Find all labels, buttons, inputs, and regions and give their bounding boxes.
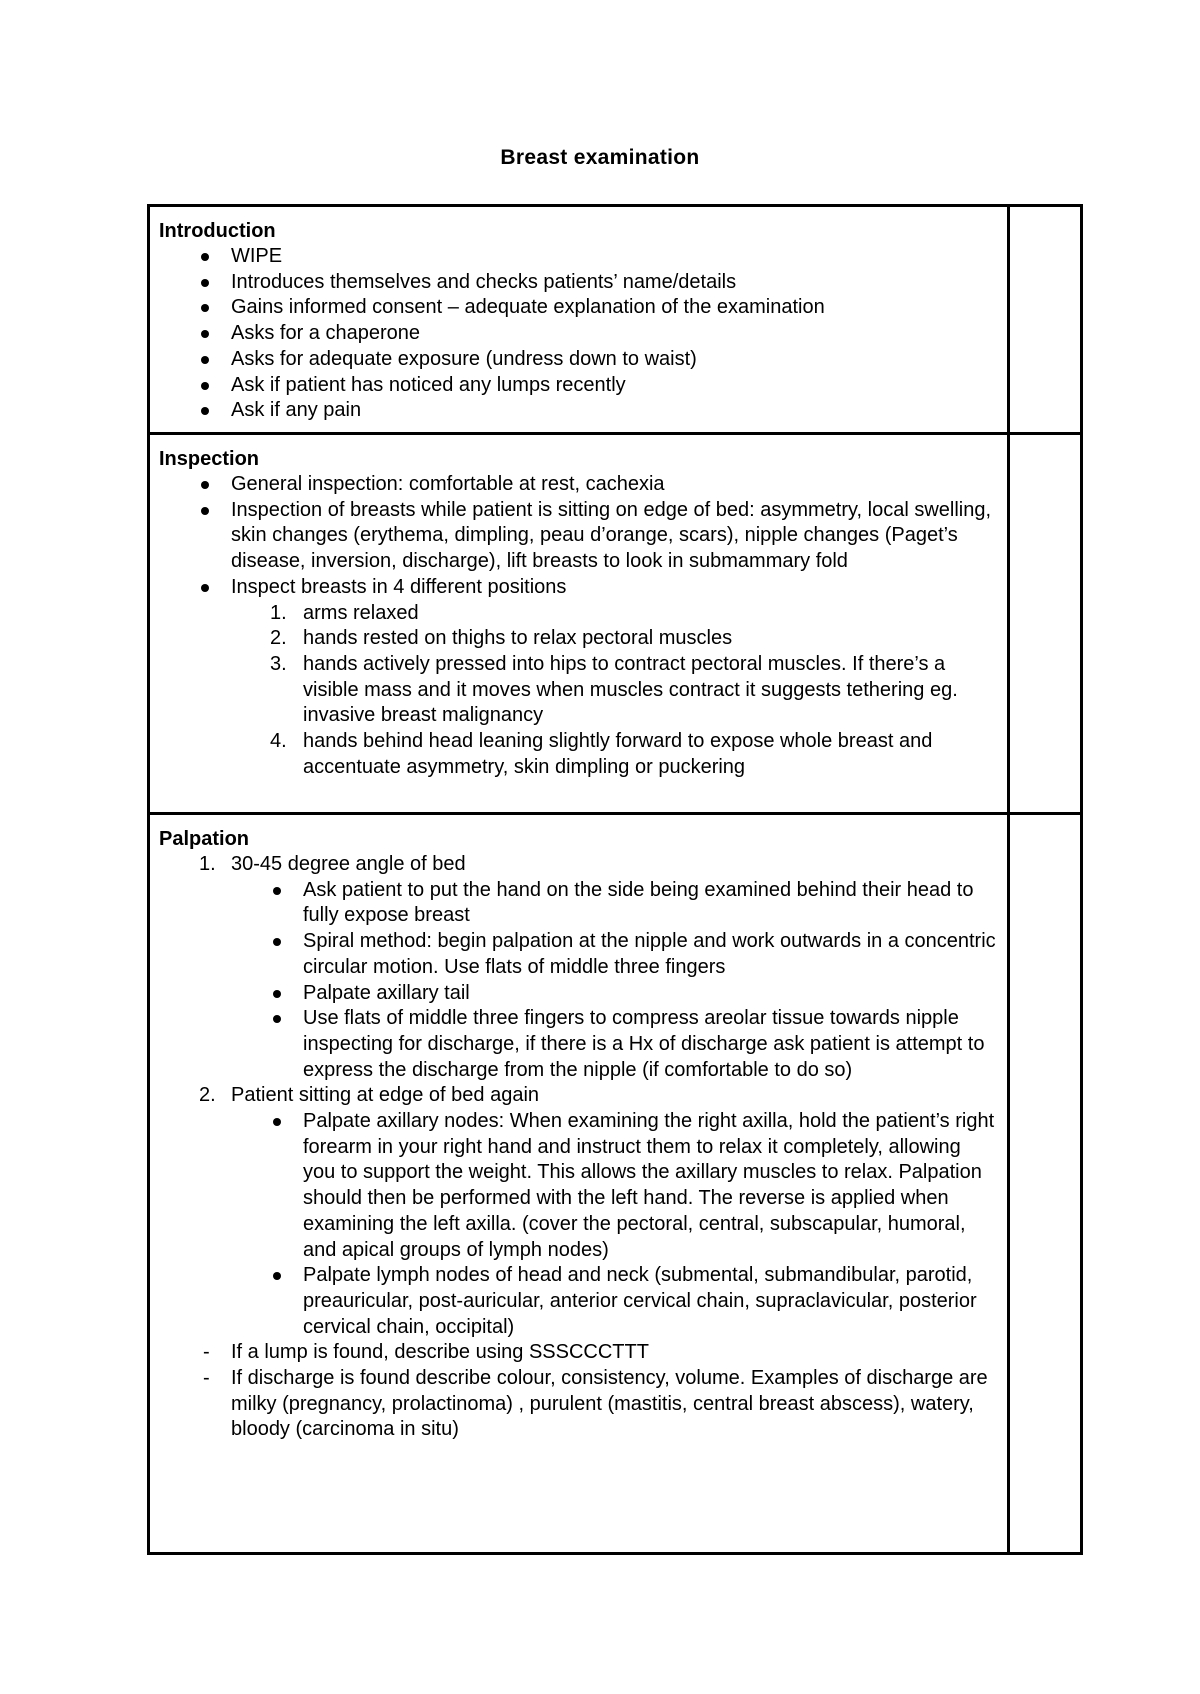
list-item: Ask patient to put the hand on the side being examined behind their head to fully expose breast [159,878,997,929]
inspection-list [159,472,997,601]
palpation-row [149,814,1082,1554]
introduction-cell [149,206,1009,434]
inspection-cell [149,434,1009,814]
palpation-steps-list [159,852,997,878]
list-number: 1. [270,601,287,624]
inspection-row [149,434,1082,814]
list-item-text: 30-45 degree angle of bed [231,853,466,875]
list-item: Asks for adequate exposure (undress down to waist) [159,347,997,373]
examination-checklist-table [147,204,1083,1555]
introduction-heading: Introduction [159,220,276,242]
list-number: 1. [199,853,216,875]
inspection-mark-cell[interactable] [1009,434,1082,814]
list-item: Palpate axillary nodes: When examining the right axilla, hold the patient’s right forearm in your right hand and instruct them to relax it completely, allowing you to support the weight. This allows the axillary muscles to relax. Palpation should then be performed with the left hand. The reverse is applied when examining the left axilla. (cover the pectoral, central, subscapular, humoral, and apical groups of lymph nodes) [159,1109,997,1263]
introduction-list [159,244,997,424]
list-item-text: hands rested on thighs to relax pectoral muscles [303,627,733,650]
list-item: Palpate axillary tail [159,981,997,1007]
page-title: Breast examination [500,146,700,169]
list-item: Inspect breasts in 4 different positions [159,575,997,601]
list-item-text: hands actively pressed into hips to contract pectoral muscles. If there’s a visible mass and it moves when muscles contract it suggests tethering eg. invasive breast malignancy [303,652,958,727]
list-item [159,652,997,729]
palpation-cell [149,814,1009,1554]
list-item [159,1340,997,1366]
introduction-mark-cell[interactable] [1009,206,1082,434]
dash-marker: - [203,1367,210,1390]
list-item: Inspection of breasts while patient is sitting on edge of bed: asymmetry, local swelling, skin changes (erythema, dimpling, peau d’orange, scars), nipple changes (Paget’s disease, inversion, discharge), lift breasts to look in submammary fold [159,498,997,575]
list-item [159,1083,997,1109]
list-item-text: hands behind head leaning slightly forward to expose whole breast and accentuate asymmetry, skin dimpling or puckering [303,730,933,778]
list-item [159,626,997,652]
list-item [159,729,997,780]
list-item: Ask if patient has noticed any lumps recently [159,373,997,399]
list-item-text: Patient sitting at edge of bed again [231,1084,540,1107]
palpation-notes-list [159,1340,997,1443]
introduction-row [149,206,1082,434]
inspection-positions-list [159,601,997,781]
palpation-step1-list [159,878,997,1084]
list-number: 2. [270,627,287,650]
list-number: 3. [270,652,287,675]
dash-marker: - [203,1341,210,1364]
palpation-step2-list [159,1109,997,1340]
list-item [159,852,997,878]
inspection-heading: Inspection [159,448,260,470]
list-item: Introduces themselves and checks patients’ name/details [159,270,997,296]
list-item-text: If a lump is found, describe using SSSCCCTTT [231,1341,649,1364]
list-item: General inspection: comfortable at rest, cachexia [159,472,997,498]
list-item: Asks for a chaperone [159,321,997,347]
list-item [159,1366,997,1443]
palpation-mark-cell[interactable] [1009,814,1082,1554]
list-item: Palpate lymph nodes of head and neck (submental, submandibular, parotid, preauricular, post-auricular, anterior cervical chain, supraclavicular, posterior cervical chain, occipital) [159,1263,997,1340]
list-item [159,601,997,627]
list-number: 2. [199,1084,216,1107]
palpation-heading: Palpation [159,828,250,850]
list-item: WIPE [159,244,997,270]
list-number: 4. [270,730,287,753]
list-item-text: If discharge is found describe colour, consistency, volume. Examples of discharge are milky (pregnancy, prolactinoma) , purulent (mastitis, central breast abscess), watery, bloody (carcinoma in situ) [231,1367,988,1441]
list-item: Spiral method: begin palpation at the nipple and work outwards in a concentric circular motion. Use flats of middle three fingers [159,929,997,980]
list-item-text: arms relaxed [303,601,419,624]
list-item: Use flats of middle three fingers to compress areolar tissue towards nipple inspecting for discharge, if there is a Hx of discharge ask patient is attempt to express the discharge from the nipple (if comfortable to do so) [159,1006,997,1083]
list-item: Gains informed consent – adequate explanation of the examination [159,295,997,321]
list-item: Ask if any pain [159,398,997,424]
palpation-steps-list-continued [159,1083,997,1109]
